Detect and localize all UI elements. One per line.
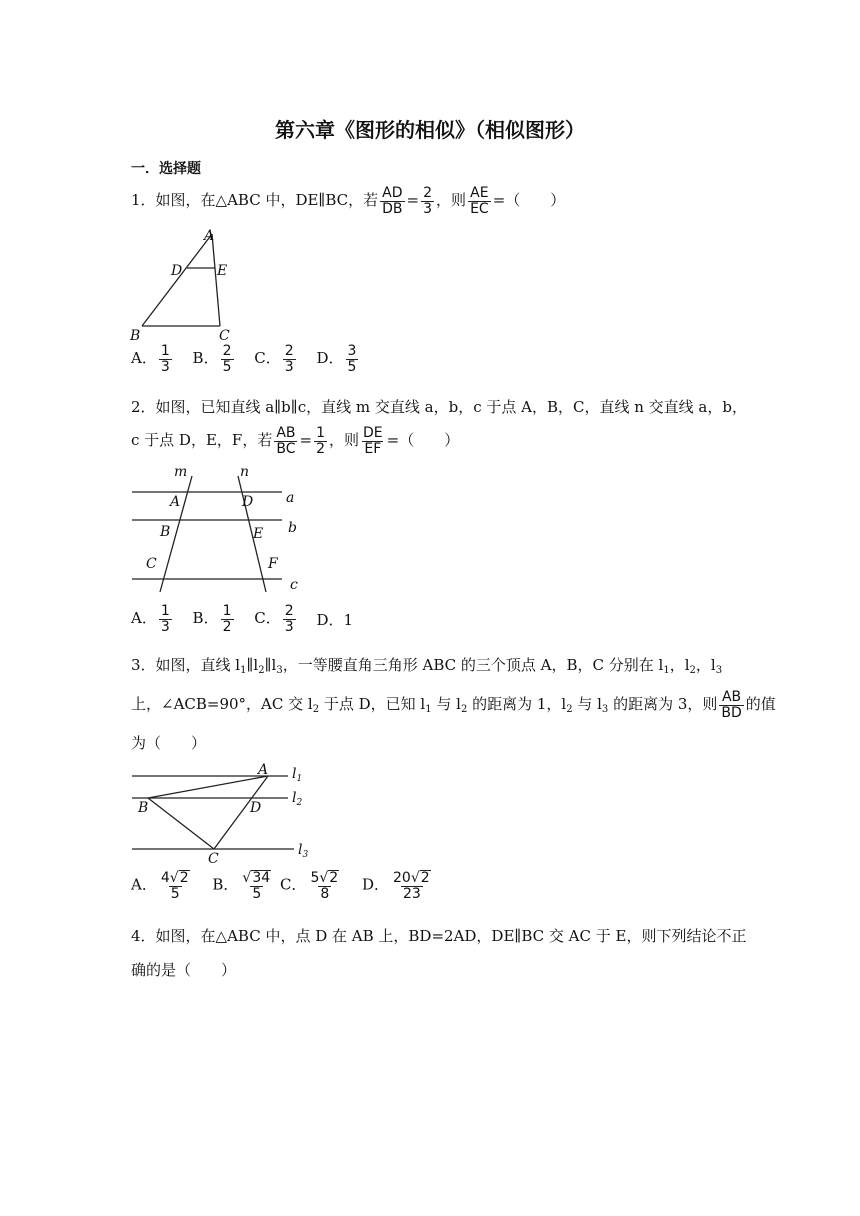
q2-label-e: E (253, 526, 264, 542)
q2-fraction-de-ef: $\frac{DE}{EF}$ (363, 425, 383, 457)
q1-label-e: E (217, 263, 228, 279)
q1-text: 1．如图，在△ABC 中，DE∥BC，若 (131, 191, 379, 210)
q1-fraction-ae-ec: $\frac{AE}{EC}$ (470, 185, 489, 217)
q3-fraction-ab-bd: $\frac{AB}{BD}$ (721, 689, 742, 721)
q2-label-line-a: a (286, 490, 295, 506)
q3-options (131, 870, 449, 901)
q1-label-d: D (171, 263, 183, 279)
q2-label-line-c: c (290, 577, 298, 593)
q2-label-m: m (174, 464, 188, 480)
q2-option-a[interactable]: A． $\frac{1}{3}$ (131, 603, 170, 635)
q2-label-b: B (160, 524, 171, 540)
page-title: 第六章《图形的相似》（相似图形） (275, 118, 585, 142)
q2-label-d: D (242, 494, 254, 510)
q2-label-line-b: b (288, 520, 297, 536)
q3-option-c[interactable]: C． $\frac{5√2}{8}$ (279, 870, 339, 902)
q3-stem-line3: 为（ ） (131, 734, 207, 752)
q2-stem-line2: c 于点 D，E，F，若 $\frac{AB}{BC}$ = $\frac{1}{2}$ ，则 $\frac{DE}{EF}$ =（ ） (131, 425, 460, 457)
q3-label-c: C (208, 851, 219, 866)
q1-option-b[interactable]: B． $\frac{2}{5}$ (192, 343, 232, 375)
q2-figure (128, 462, 308, 596)
q1-figure (128, 226, 238, 344)
q2-option-d[interactable]: D．1 (316, 610, 354, 629)
q3-label-b: B (138, 800, 149, 816)
q2-option-b[interactable]: B． $\frac{1}{2}$ (192, 603, 232, 635)
q1-label-b: B (130, 328, 141, 344)
q3-figure (128, 762, 328, 866)
q1-fraction-ad-db: $\frac{AD}{DB}$ (382, 185, 403, 217)
q2-options (131, 604, 367, 634)
q4-stem-line1: 4．如图，在△ABC 中，点 D 在 AB 上，BD=2AD，DE∥BC 交 AC 于 E，则下列结论不正 (131, 927, 747, 945)
q2-fraction-given: $\frac{1}{2}$ (316, 425, 326, 457)
q3-label-d: D (250, 800, 262, 816)
q1-label-a: A (204, 228, 215, 244)
q1-options (131, 344, 374, 374)
q1-fraction-given: $\frac{2}{3}$ (423, 185, 433, 217)
q3-label-a: A (258, 762, 269, 778)
q3-option-b[interactable]: B． $\frac{√34}{5}$ (212, 870, 271, 902)
q3-stem-line2: 上，∠ACB=90°，AC 交 $l_2$ 于点 D，已知 $l_1$ 与 $l_2$ 的距离为 1，$l_2$ 与 $l_3$ 的距离为 3，则 $\frac{AB}{BD}$ 的值 (131, 689, 776, 721)
q2-fraction-ab-bc: $\frac{AB}{BC}$ (276, 425, 296, 457)
q3-option-d[interactable]: D． $\frac{20√2}{23}$ (361, 870, 430, 902)
q2-stem-line1: 2．如图，已知直线 a∥b∥c，直线 m 交直线 a，b，c 于点 A，B，C，直线 n 交直线 a，b， (131, 398, 747, 416)
q3-label-l2: $l_2$ (292, 790, 303, 808)
q2-label-f: F (268, 556, 278, 572)
q1-option-a[interactable]: A． $\frac{1}{3}$ (131, 343, 170, 375)
q3-option-a[interactable]: A． $\frac{4√2}{5}$ (131, 870, 189, 902)
q2-label-c: C (146, 556, 157, 572)
section-heading: 一．选择题 (131, 161, 201, 177)
q2-option-c[interactable]: C． $\frac{2}{3}$ (254, 603, 294, 635)
q2-label-n: n (240, 464, 250, 480)
q2-label-a: A (170, 494, 181, 510)
q3-stem-line1: 3．如图，直线 $l_1\parallel l_2\parallel l_3$，一等腰直角三角形 ABC 的三个顶点 A，B，C 分别在 $l_1$，$l_2$，$l_3$ (131, 656, 723, 676)
q3-label-l1: $l_1$ (292, 766, 303, 784)
q1-stem: 1．如图，在△ABC 中，DE∥BC，若 $\frac{AD}{DB}$ = $\frac{2}{3}$ ，则 $\frac{AE}{EC}$ =（ ） (131, 185, 566, 217)
q3-label-l3: $l_3$ (298, 842, 309, 860)
q1-label-c: C (219, 328, 230, 344)
q4-stem-line2: 确的是（ ） (131, 961, 237, 979)
q1-option-d[interactable]: D． $\frac{3}{5}$ (316, 343, 357, 375)
q1-option-c[interactable]: C． $\frac{2}{3}$ (254, 343, 294, 375)
